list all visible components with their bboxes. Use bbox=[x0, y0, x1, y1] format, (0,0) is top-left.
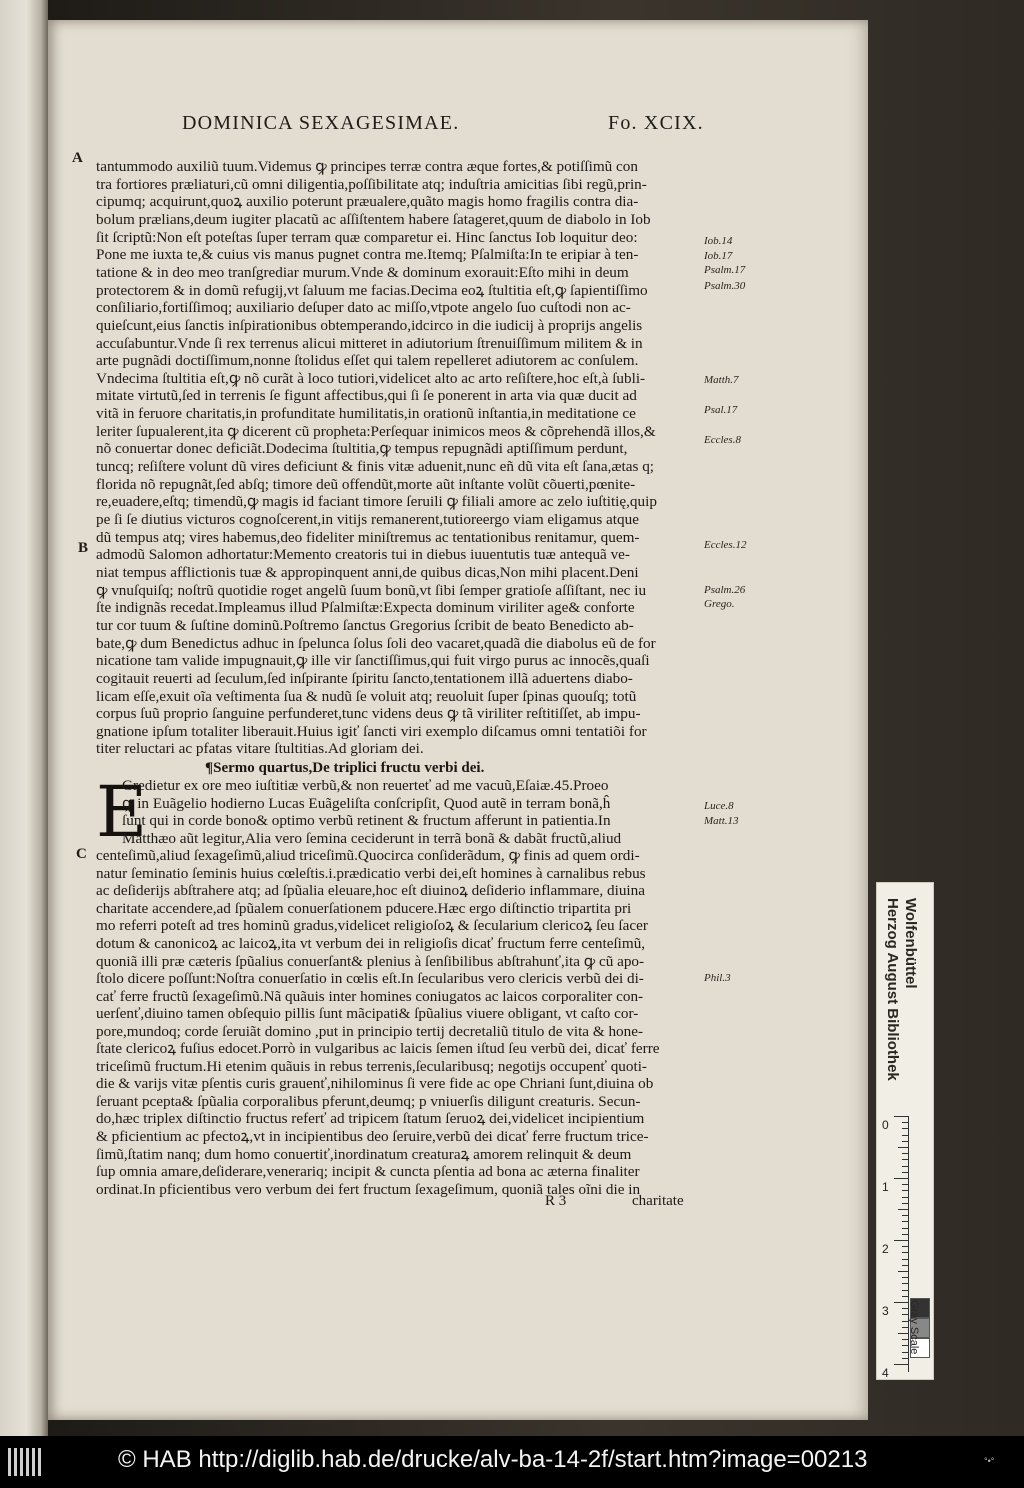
ruler-tick bbox=[902, 1128, 908, 1129]
ruler-tick bbox=[902, 1190, 908, 1191]
ruler-tick bbox=[902, 1166, 908, 1167]
text-line: quoniã illi præ cæteris ſpũalius conuerſant& plenius à ſenſibilibus abſtrahunť,ita ꝙ cũ apo- bbox=[96, 952, 645, 970]
marginal-note: Eccles.8 bbox=[704, 434, 741, 446]
text-line: tantummodo auxiliũ tuum.Videmus ꝙ principes terræ contra æque fortes,& potiſſimũ con bbox=[96, 158, 638, 175]
ruler-tick bbox=[902, 1234, 908, 1235]
text-line: tra fortiores præliaturi,cũ omni diligentia,poſſibilitate atq; induſtria amicitias ſibi regũ,prin- bbox=[96, 175, 647, 193]
text-line: conſiliario,fortiſſimoq; auxiliario deſuper dato ac miſſo,vtpote angelo ſuo cuſtodi non ac- bbox=[96, 299, 631, 317]
ruler-tick bbox=[902, 1184, 908, 1185]
running-head: DOMINICA SEXAGESIMAE. bbox=[182, 112, 460, 134]
marginal-note: Grego. bbox=[704, 598, 735, 610]
signature-mark: R 3 bbox=[545, 1193, 567, 1209]
text-line: titer reluctari ac pfatas vitare ſtultitias.Ad gloriam dei. bbox=[96, 740, 424, 758]
marginal-note: Matt.13 bbox=[704, 815, 739, 827]
text-line: bate,ꝙ dum Benedictus adhuc in ſpelunca ſolus ſoli deo vacaret,quadã die diabolus eũ de for bbox=[96, 634, 656, 652]
text-line: natur ſeminatio ſeminis huius cœleſtis.i.prædicatio verbi dei,eſt homines à carnalibus rebus bbox=[96, 864, 646, 882]
footer-credit: © HAB http://diglib.hab.de/drucke/alv-ba-14-2f/start.htm?image=00213 bbox=[118, 1446, 868, 1473]
margin-letter-a: A bbox=[72, 150, 83, 166]
margin-letter-b: B bbox=[78, 540, 89, 556]
text-line: re,euadere,eſtq; timendũ,ꝙ magis id faciant timore ſeruili ꝙ filiali amore ac zelo iuſtitię,quip bbox=[96, 493, 657, 511]
ruler-tick bbox=[898, 1147, 908, 1148]
text-line: uerſenť,diuino tamen obſequio pillis ſunt mãcipati& ſpũalius viuere obligant, vt caſto cor- bbox=[96, 1005, 639, 1023]
text-line: nicatione tam valide impugnauit,ꝙ ille vir ſanctiſſimus,qui fuit virgo purus ac innocẽs,quaſi bbox=[96, 652, 650, 670]
scale-ruler bbox=[882, 1116, 909, 1380]
text-line: accuſabuntur.Vnde ſi rex terrenus alicui mitteret in adiutorium ſtrenuiſſimum militem & in bbox=[96, 334, 643, 352]
marginal-note: Iob.14 bbox=[704, 235, 733, 247]
folio-number: Fo. XCIX. bbox=[608, 112, 704, 134]
ruler-number: 2 bbox=[882, 1242, 889, 1256]
text-line: licam eſſe,exuit oĩa veſtimenta ſua & nudũ ſe voluit atq; reuoluit ſuper ſpinas quouſq; totũ bbox=[96, 687, 637, 705]
footer-small-mark: °•° bbox=[984, 1456, 995, 1466]
text-line: niat tempus afflictionis tuæ & appropinquent anni,de quibus dicas,Non mihi placent.Deni bbox=[96, 563, 639, 581]
ruler-tick bbox=[902, 1197, 908, 1198]
gray-scale-label: Gray Scale bbox=[908, 1300, 920, 1355]
text-line: protectorem & in domũ refugij,vt ſaluum me facias.Decima eoꝝ ſtultitia eſt,ꝙ ſapientiſſimo bbox=[96, 281, 648, 299]
marginal-note: Iob.17 bbox=[704, 250, 733, 262]
text-line: tuncq; reſiſtere volunt dũ vires deficiunt & finis vitæ aduenit,nunc eñ dũ vita eſt ſana,ætas q; bbox=[96, 458, 655, 476]
ruler-tick bbox=[902, 1259, 908, 1260]
text-line: Pone me iuxta te,& cuius vis manus pugnet contra me.Itemq; Pſalmiſta:In te eripiar à ten- bbox=[96, 246, 639, 264]
text-line: dotum & canonicoꝝ ac laicoꝝ,ita vt verbum dei in religioſis dicať fructum ferre centeſimũ, bbox=[96, 934, 646, 952]
ruler-number: 0 bbox=[882, 1118, 889, 1132]
text-line: do,hæc triplex diſtinctio fructus referť ad tripicem ſtatum ſeruoꝝ dei,videlicet incipientium bbox=[96, 1110, 645, 1128]
ruler-tick bbox=[898, 1209, 908, 1210]
text-line: ſunt qui in corde bono& optimo verbũ retinent & fructum afferunt in patientia.In bbox=[122, 812, 611, 830]
text-line: leriter ſupualerent,ita ꝙ dicerent cũ propheta:Perſequar inimicos meos & cõprehendã illos,& bbox=[96, 422, 656, 440]
text-line: pore,mundoq; corde ſeruiãt domino ,put in principio tertij decretaliũ titulo de vita & hone- bbox=[96, 1022, 644, 1040]
ruler-tick bbox=[894, 1116, 908, 1117]
text-line: florida nõ repugnãt,ſed abſq; timore deũ offendũt,morte aũt inſtante volũt cõuerti,pœnite- bbox=[96, 475, 636, 493]
scale-institution-line2: Wolfenbüttel bbox=[902, 898, 919, 989]
ruler-tick bbox=[894, 1302, 908, 1303]
text-line: vitã in feruore charitatis,in profunditate humilitatis,in orationũ inſtantia,in meditatione ce bbox=[96, 405, 636, 423]
text-line: centeſimũ,aliud ſexageſimũ,aliud triceſimũ.Quocirca conſiderãdum, ꝙ finis ad quem ordi- bbox=[96, 847, 640, 865]
text-line: Matthæo aũt legitur,Alia vero ſemina ceciderunt in terrã bonã & dabãt fructũ,aliud bbox=[122, 829, 622, 847]
footer-bar bbox=[0, 1436, 1024, 1488]
text-line: mitate virtutũ,ſed in terrenis ſe figunt affectibus,qui ſi ſe ponerent in arta via quæ ducit ad bbox=[96, 387, 637, 405]
marginal-note: Psal.17 bbox=[704, 404, 738, 416]
text-line: tatione & in deo meo tranſgrediar murum.Vnde & dominum exorauit:Eſto mihi in deum bbox=[96, 263, 629, 281]
ruler-tick bbox=[902, 1141, 908, 1142]
text-line: ꝙ in Euãgelio hodierno Lucas Euãgeliſta conſcripſit, Quod autẽ in terram bonã,ĥ bbox=[122, 794, 611, 812]
text-line: ſeruant pcepta& ſpũalia corporalibus pferunt,deumq; p vniuerſis diligunt creaturis. Secun- bbox=[96, 1092, 641, 1110]
text-line: triceſimũ fructum.Hi etenim quãuis in rebus terrenis,ſecularibusq; negotijs occupenť quoti- bbox=[96, 1057, 647, 1075]
ruler-tick bbox=[902, 1203, 908, 1204]
text-line: charitate accendere,ad ſpũalem conuerſationem pducere.Hæc ergo diſtinctio tripartita pri bbox=[96, 899, 632, 917]
text-line: ꝙ vnuſquiſq; noſtrũ quotidie roget angelũ ſuum bonũ,vt ſibi ſemper gratioſe aſſiſtant, nec iu bbox=[96, 581, 647, 599]
text-line: ſtate clericoꝝ fuſius edocet.Porrò in vulgaribus ac laicis ſemen iſtud ſeu verbũ dei, dicať ferre bbox=[96, 1040, 660, 1058]
marginal-note: Psalm.17 bbox=[704, 264, 746, 276]
marginal-note: Psalm.30 bbox=[704, 280, 746, 292]
ruler-tick bbox=[902, 1172, 908, 1173]
ruler-tick bbox=[902, 1252, 908, 1253]
ruler-tick bbox=[894, 1240, 908, 1241]
drop-cap: E bbox=[96, 771, 148, 853]
ruler-tick bbox=[902, 1159, 908, 1160]
margin-letter-c: C bbox=[76, 846, 87, 862]
text-line: corpus ſuũ proprio ſanguine perfunderet,tunc videns deus ꝙ tã viriliter reſtitiſſet, ab impu- bbox=[96, 705, 641, 723]
ruler-tick bbox=[902, 1246, 908, 1247]
ruler-number: 4 bbox=[882, 1366, 889, 1380]
marginal-note: Psalm.26 bbox=[704, 584, 746, 596]
text-line: ordinat.In pficientibus vero verbum dei fert fructum ſexageſimum, quoniã tales oĩni die in bbox=[96, 1180, 641, 1198]
text-line: Gredietur ex ore meo iuſtitiæ verbũ,& non reuerteť ad me vacuũ,Eſaiæ.45.Proeo bbox=[122, 777, 609, 794]
text-line: tur cor tuum & ſuſtine dominũ.Poſtremo ſanctus Gregorius ſcribit de beato Benedicto ab- bbox=[96, 616, 634, 634]
marginal-note: Eccles.12 bbox=[704, 539, 747, 551]
scale-institution-line1: Herzog August Bibliothek bbox=[884, 898, 901, 1081]
text-line: ſup omnia amare,deſiderare,venerariq; incipit & cuncta pſentia ad bona ac æterna finaliter bbox=[96, 1163, 640, 1181]
ruler-tick bbox=[902, 1215, 908, 1216]
ruler-tick bbox=[902, 1221, 908, 1222]
ruler-tick bbox=[902, 1135, 908, 1136]
marginal-note: Luce.8 bbox=[704, 800, 734, 812]
text-line: pe ſi ſe diutius victuros cognoſcerent,in vitijs remanerent,tutioreergo viam eligamus atque bbox=[96, 511, 639, 528]
text-line: & pficientium ac pfectoꝝ,vt in incipientibus deo ſeruire,verbũ dei dicať ferre fructum trice- bbox=[96, 1128, 649, 1145]
text-line: ac deſiderijs abſtrahere atq; ad ſpũalia eleuare,hoc eſt diuinoꝝ deſiderio inflammare, diuina bbox=[96, 882, 645, 900]
text-line: ſtolo dicere poſſunt:Noſtra conuerſatio in cœlis eſt.In ſecularibus vero clericis verbũ dei di- bbox=[96, 970, 644, 988]
ruler-tick bbox=[902, 1153, 908, 1154]
text-line: admodũ Salomon adhortatur:Memento creatoris tui in diebus iuuentutis tuæ antequã ve- bbox=[96, 546, 630, 564]
text-line: cogitauit reuerti ad ſeculum,ſed inſpirante ſpiritu ſancto,tentationem illã aduertens diabo- bbox=[96, 669, 633, 687]
sermon-heading: ¶Sermo quartus,De triplici fructu verbi dei. bbox=[205, 760, 485, 776]
text-line: Vndecima ſtultitia eſt,ꝙ nõ curãt à loco tutiori,videlicet alto ac arto reſiſtere,hoc eſt,à ſubli- bbox=[96, 369, 646, 387]
text-line: dũ tempus atq; vires habemus,deo fideliter miniſtremus ac tentationibus renitamur, quem- bbox=[96, 528, 640, 546]
ruler-tick bbox=[902, 1283, 908, 1284]
ruler-tick bbox=[902, 1122, 908, 1123]
ruler-tick bbox=[902, 1228, 908, 1229]
ruler-tick bbox=[894, 1364, 908, 1365]
ruler-tick bbox=[898, 1333, 908, 1334]
text-line: ſit ſcriptũ:Non eſt poteſtas ſuper terram quæ comparetur ei. Hinc ſanctus Iob loquitur deo: bbox=[96, 228, 638, 246]
text-line: bolum prælians,deum iugiter placatũ ac aſſiſtentem habere ſatageret,quum de diabolo in Iob bbox=[96, 210, 651, 228]
catchword: charitate bbox=[632, 1193, 684, 1209]
ruler-tick bbox=[894, 1178, 908, 1179]
text-line: cať ferre fructũ ſexageſimũ.Nã quãuis inter homines coniugatos ac laicos corporaliter con- bbox=[96, 987, 644, 1005]
ruler-tick bbox=[902, 1358, 908, 1359]
ruler-tick bbox=[902, 1290, 908, 1291]
ruler-number: 1 bbox=[882, 1180, 889, 1194]
text-line: ſimũ,ſtatim nanq; dum homo conuertiť,inordinatum creaturaꝝ amorem relinquit & deum bbox=[96, 1145, 632, 1163]
text-line: quieſcunt,eius ſanctis inſpirationibus obtemperando,idcirco in die iudicij à proprijs angelis bbox=[96, 316, 643, 334]
text-line: ſte indignãs recedat.Impleamus illud Pſalmiſtæ:Expecta dominum viriliter age& conforte bbox=[96, 599, 635, 617]
marginal-note: Matth.7 bbox=[704, 374, 739, 386]
facing-page-edge bbox=[0, 0, 48, 1436]
ruler-tick bbox=[902, 1265, 908, 1266]
text-line: gnatione ipſum totaliter liberauit.Huius igiť ſancti viri exemplo diſcamus omni tentatiõi for bbox=[96, 722, 647, 740]
text-line: nõ conuertar donec deficiãt.Dodecima ſtultitia,ꝙ tempus repugnãdi aptiſſimum perdunt, bbox=[96, 440, 628, 458]
ruler-tick bbox=[902, 1277, 908, 1278]
text-line: mo referri poteſt ad tres hominũ gradus,videlicet religioſoꝝ & ſecularium clericoꝝ ſeu ſacer bbox=[96, 917, 648, 935]
ruler-number: 3 bbox=[882, 1304, 889, 1318]
text-line: cipumq; acquirunt,quoꝝ auxilio poterunt præualere,quãto magis homo fragilis contra dia- bbox=[96, 193, 639, 211]
text-line: die & varijs vitæ pſentis curis grauenť,nihilominus ſi vere fide ac ope Chriani ſunt,diuina ob bbox=[96, 1075, 654, 1093]
text-line: arte pugnãdi doctiſſimum,nonne ſtolidus eſſet qui talem repelleret adiutorem ac conſulem. bbox=[96, 352, 639, 370]
ruler-tick bbox=[898, 1271, 908, 1272]
hab-logo-icon bbox=[8, 1448, 48, 1476]
ruler-tick bbox=[902, 1296, 908, 1297]
marginal-note: Phil.3 bbox=[704, 972, 731, 984]
